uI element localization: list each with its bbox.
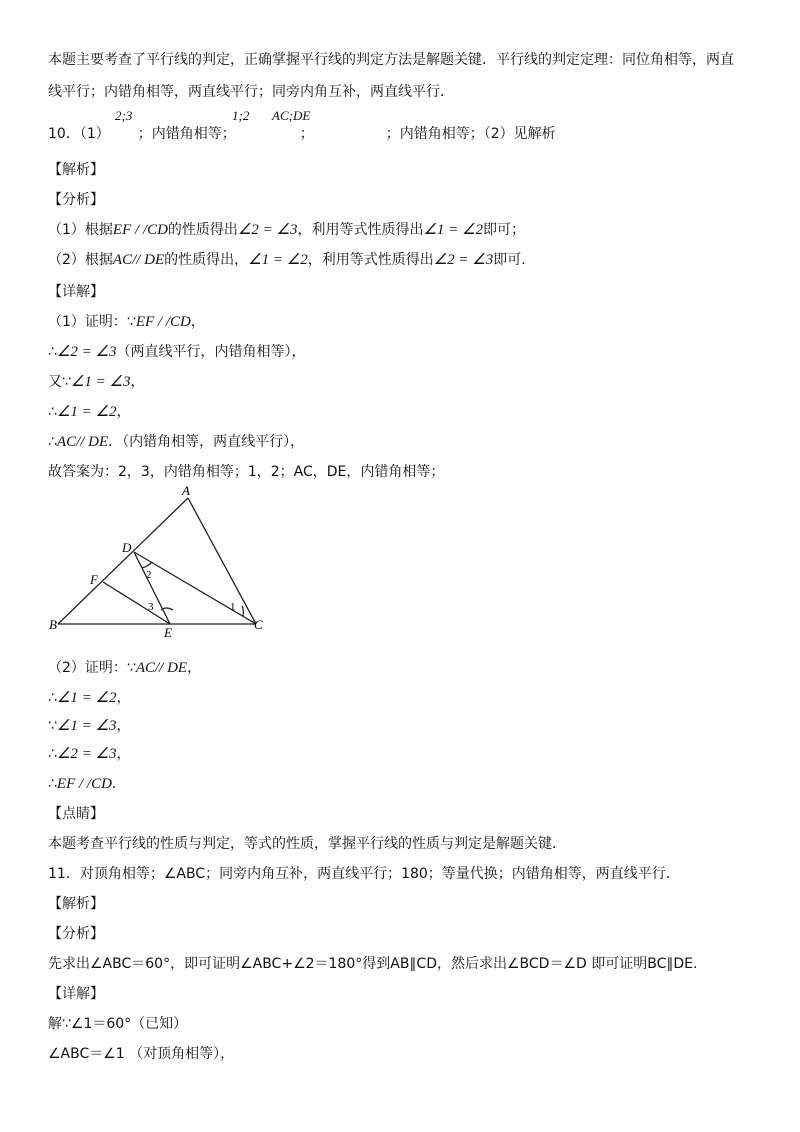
math-expr: ∠2 = ∠3: [237, 222, 298, 238]
q10-number: 10．（1）: [48, 126, 110, 142]
math-expr: ∠1 = ∠2: [423, 222, 483, 238]
angle-1-arc: [242, 606, 243, 616]
section-heading: 【点睛】: [48, 806, 104, 822]
q10-answer: [48, 124, 556, 144]
proof-line: （2）证明：∵AC// DE，: [48, 660, 202, 676]
proof-line: ∠ABC＝∠1 （对顶角相等），: [48, 1046, 235, 1062]
proof-line: ∴∠2 = ∠3，: [48, 746, 131, 762]
analysis-line-1: （1）根据EF / /CD的性质得出∠2 = ∠3，利用等式性质得出∠1 = ∠2即可；: [48, 222, 525, 238]
segment-ac: [188, 498, 256, 624]
q10-text: ；内错角相等；: [137, 126, 236, 142]
math-expr: EF / /CD: [112, 222, 168, 238]
text-line: 线平行；内错角相等，两直线平行；同旁内角互补，两直线平行．: [48, 84, 454, 100]
triangle-figure: [48, 486, 278, 646]
text-line: 本题主要考查了平行线的判定，正确掌握平行线的判定方法是解题关键．平行线的判定定理：同位角相等，两直: [48, 52, 734, 68]
angle-label-3: 3: [148, 601, 154, 613]
point-label-b: B: [49, 617, 57, 632]
analysis-line-2: （2）根据AC// DE的性质得出，∠1 = ∠2，利用等式性质得出∠2 = ∠3即可.: [48, 252, 526, 268]
analysis-line: 先求出∠ABC＝60°，即可证明∠ABC+∠2＝180°得到AB∥CD，然后求出∠BCD＝∠D 即可证明BC∥DE.: [48, 956, 698, 972]
answer-line: 故答案为：2，3，内错角相等；1，2；AC，DE，内错角相等；: [48, 464, 445, 480]
point-label-d: D: [122, 540, 132, 555]
angle-label-1: 1: [230, 601, 236, 613]
section-heading: 【分析】: [48, 192, 104, 208]
q11-answer: 11．对顶角相等；∠ABC；同旁内角互补，两直线平行；180；等量代换；内错角相等，两直线平行．: [48, 866, 680, 882]
point-label-e: E: [164, 625, 172, 640]
angle-2-arc: [142, 562, 152, 568]
proof-line: （1）证明：∵EF / /CD，: [48, 314, 205, 330]
point-label-f: F: [90, 572, 98, 587]
proof-line: ∴∠1 = ∠2，: [48, 690, 131, 706]
math-expr: ∠2 = ∠3: [433, 252, 494, 268]
blank-answer-2: 1;2: [232, 108, 250, 123]
section-heading: 【解析】: [48, 896, 104, 912]
segment-ab: [58, 498, 188, 624]
section-heading: 【解析】: [48, 162, 104, 178]
math-expr: AC// DE: [112, 252, 165, 268]
math-expr: ∠1 = ∠2: [248, 252, 308, 268]
blank-answer-3: AC;DE: [272, 108, 311, 123]
angle-label-2: 2: [146, 569, 152, 581]
proof-line: ∴EF / /CD．: [48, 776, 126, 792]
blank-answer-1: 2;3: [115, 108, 133, 123]
point-label-a: A: [182, 486, 190, 498]
proof-line: ∴AC// DE．（内错角相等，两直线平行），: [48, 434, 305, 450]
q10-text: ；内错角相等；（2）见解析: [385, 126, 556, 142]
proof-line: ∴∠1 = ∠2，: [48, 404, 131, 420]
section-heading: 【详解】: [48, 986, 104, 1002]
proof-line: ∵∠1 = ∠3，: [48, 718, 131, 734]
proof-line: 解∵∠1＝60°（已知）: [48, 1016, 188, 1032]
proof-line: ∴∠2 = ∠3（两直线平行，内错角相等），: [48, 344, 306, 360]
point-label-c: C: [254, 617, 263, 632]
section-heading: 【详解】: [48, 284, 104, 300]
section-heading: 【分析】: [48, 926, 104, 942]
q10-text: ；: [299, 126, 314, 142]
text-line: 本题考查平行线的性质与判定，等式的性质，掌握平行线的性质与判定是解题关键．: [48, 836, 566, 852]
proof-line: 又∵∠1 = ∠3，: [48, 374, 145, 390]
